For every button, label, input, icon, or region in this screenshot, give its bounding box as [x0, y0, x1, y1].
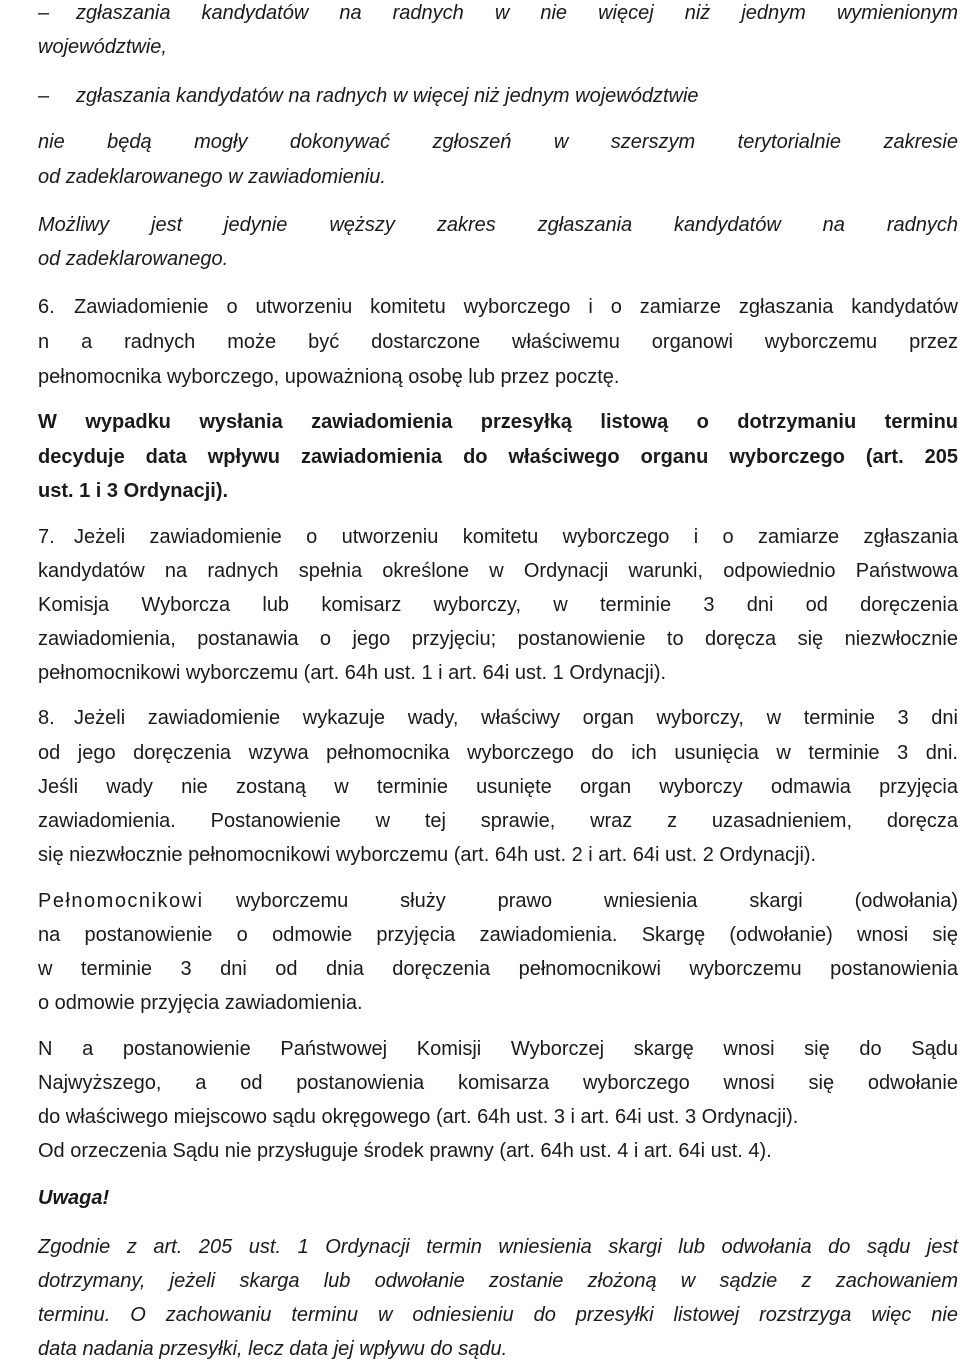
list-marker: – [38, 2, 50, 24]
text-line: kandydatów na radnych spełnia określone w Ordynacji warunki, odpowiednio Państwowa [38, 560, 958, 582]
text-line-bold: ust. 1 i 3 Ordynacji). [38, 480, 229, 502]
text-line: do właściwego miejscowo sądu okręgowego (art. 64h ust. 3 i art. 64i ust. 3 Ordynacji). [38, 1106, 799, 1128]
spaced-word: Pełnomocnikowi [38, 890, 204, 912]
text-line: data nadania przesyłki, lecz data jej wpływu do sądu. [38, 1338, 508, 1360]
text-line: terminu. O zachowaniu terminu w odniesieniu do przesyłki listowej rozstrzyga więc nie [38, 1304, 958, 1326]
text-line [38, 290, 958, 324]
text-line: się niezwłocznie pełnomocnikowi wyborczemu (art. 64h ust. 2 i art. 64i ust. 2 Ordynacji). [38, 844, 817, 866]
text-line: Zgodnie z art. 205 ust. 1 Ordynacji termin wniesienia skargi lub odwołania do sądu jest [38, 1236, 958, 1258]
text-line: N a postanowienie Państwowej Komisji Wyborczej skargę wnosi się do Sądu [38, 1038, 958, 1060]
text-line: Od orzeczenia Sądu nie przysługuje środek prawny (art. 64h ust. 4 i art. 64i ust. 4). [38, 1140, 772, 1162]
text-line-bold: decyduje data wpływu zawiadomienia do właściwego organu wyborczego (art. 205 [38, 446, 958, 468]
text-span: wyborczemu służy prawo wniesienia skargi (odwołania) [236, 890, 958, 912]
text-line: pełnomocnikowi wyborczemu (art. 64h ust. 1 i art. 64i ust. 1 Ordynacji). [38, 662, 667, 684]
text-line-bold: W wypadku wysłania zawiadomienia przesyłką listową o dotrzymaniu terminu [38, 411, 958, 433]
point-number: 6. [38, 296, 55, 318]
text-line: pełnomocnika wyborczego, upoważnioną osobę lub przez pocztę. [38, 366, 620, 388]
point-number: 7. [38, 526, 55, 548]
list-item-text: województwie, [38, 36, 167, 58]
text-line: Komisja Wyborcza lub komisarz wyborczy, w terminie 3 dni od doręczenia [38, 594, 958, 616]
text-line: od zadeklarowanego. [38, 248, 229, 270]
text-line: Najwyższego, a od postanowienia komisarza wyborczego wnosi się odwołanie [38, 1072, 958, 1094]
list-marker: – [38, 85, 50, 107]
text-line: nie będą mogły dokonywać zgłoszeń w szerszym terytorialnie zakresie [38, 131, 958, 153]
text-line: od zadeklarowanego w zawiadomieniu. [38, 166, 386, 188]
text-line: w terminie 3 dni od dnia doręczenia pełnomocnikowi wyborczemu postanowienia [38, 958, 958, 980]
text-line: na postanowienie o odmowie przyjęcia zawiadomienia. Skargę (odwołanie) wnosi się [38, 924, 958, 946]
text-line: n a radnych może być dostarczone właściwemu organowi wyborczemu przez [38, 331, 958, 353]
text-line: zawiadomienia, postanawia o jego przyjęciu; postanowienie to doręcza się niezwłocznie [38, 628, 958, 650]
text-span: Zawiadomienie o utworzeniu komitetu wyborczego i o zamiarze zgłaszania kandydatów [74, 296, 958, 318]
text-span: Jeżeli zawiadomienie o utworzeniu komitetu wyborczego i o zamiarze zgłaszania [74, 526, 958, 548]
point-number: 8. [38, 707, 55, 729]
text-line [38, 520, 958, 554]
text-line [38, 701, 958, 735]
warning-heading: Uwaga! [38, 1187, 110, 1209]
text-line: dotrzymany, jeżeli skarga lub odwołanie zostanie złożoną w sądzie z zachowaniem [38, 1270, 958, 1292]
list-item-text: zgłaszania kandydatów na radnych w nie więcej niż jednym wymienionym [76, 2, 958, 24]
text-line: zawiadomienia. Postanowienie w tej sprawie, wraz z uzasadnieniem, doręcza [38, 810, 958, 832]
text-line: Jeśli wady nie zostaną w terminie usunięte organ wyborczy odmawia przyjęcia [38, 776, 958, 798]
text-line: od jego doręczenia wzywa pełnomocnika wyborczego do ich usunięcia w terminie 3 dni. [38, 742, 958, 764]
list-item-text: zgłaszania kandydatów na radnych w więcej niż jednym województwie [76, 85, 699, 107]
text-line [38, 884, 958, 918]
text-line: o odmowie przyjęcia zawiadomienia. [38, 992, 363, 1014]
text-line: Możliwy jest jedynie węższy zakres zgłaszania kandydatów na radnych [38, 214, 958, 236]
text-span: Jeżeli zawiadomienie wykazuje wady, właściwy organ wyborczy, w terminie 3 dni [74, 707, 958, 729]
